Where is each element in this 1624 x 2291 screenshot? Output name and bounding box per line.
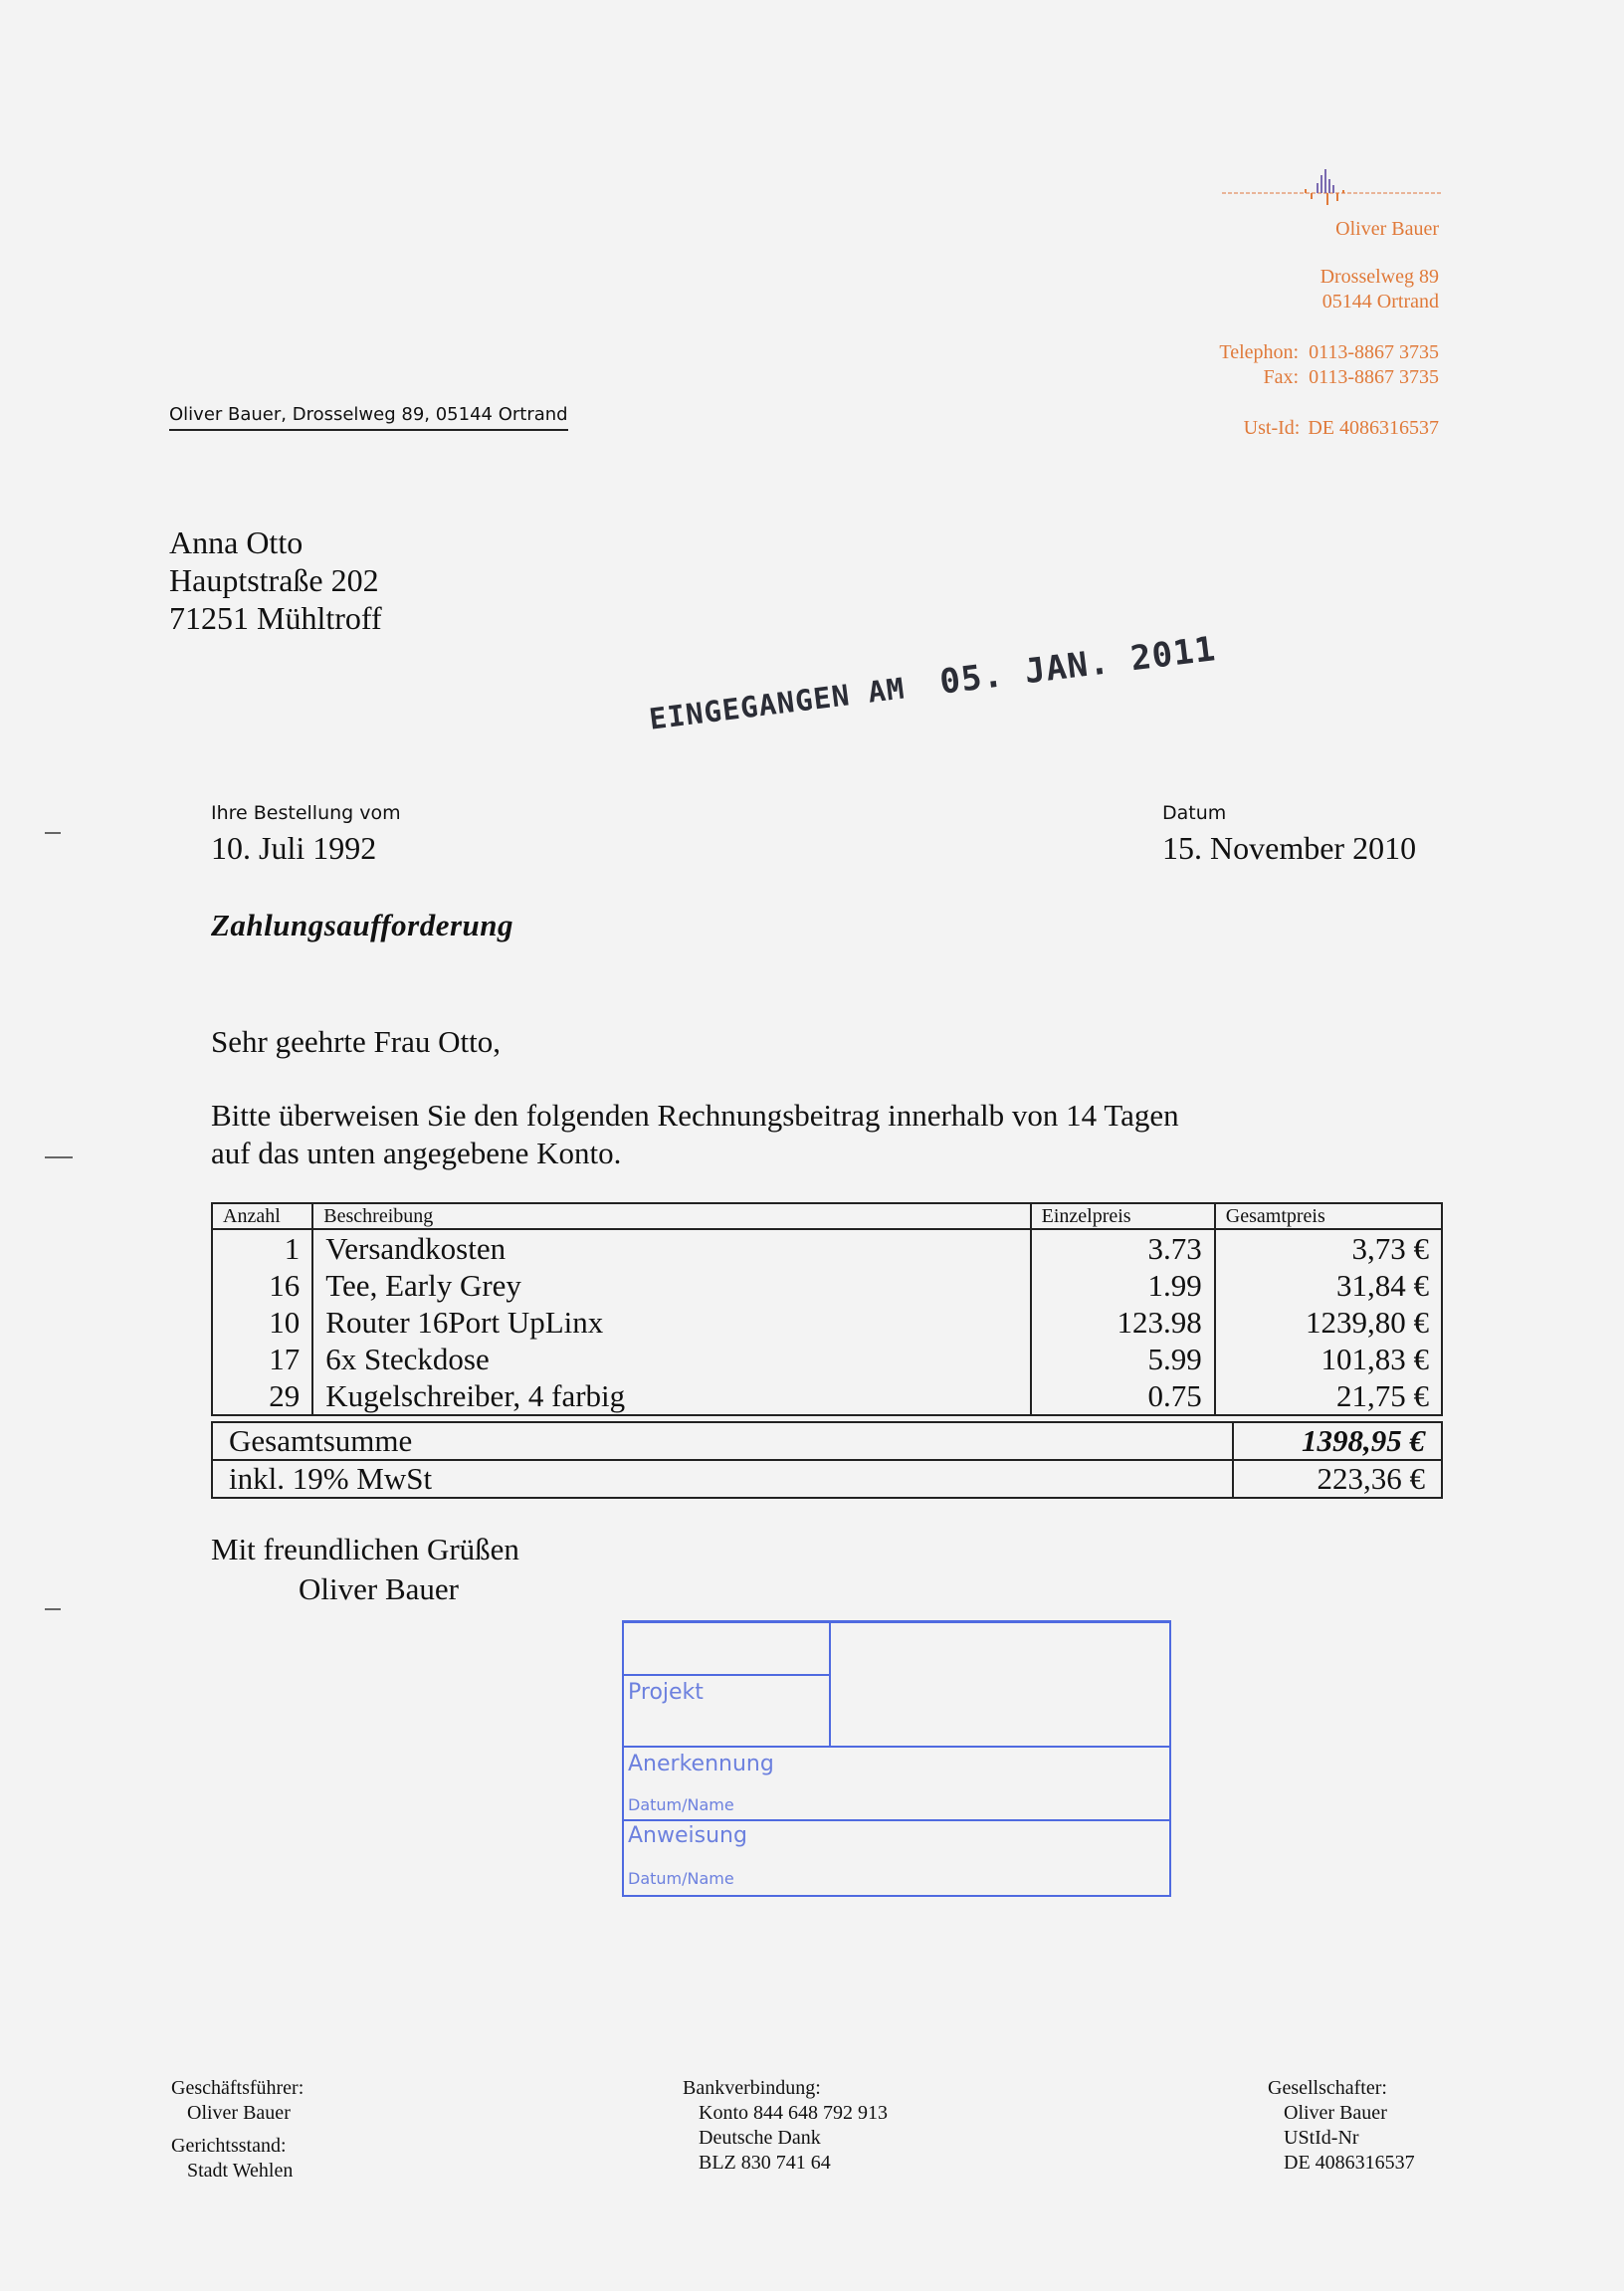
row-unit-price: 3.73 (1031, 1229, 1215, 1267)
row-unit-price: 123.98 (1031, 1304, 1215, 1341)
phone-number: 0113-8867 3735 (1309, 341, 1439, 363)
stamp-divider-lower (622, 1819, 1171, 1821)
order-date-label: Ihre Bestellung vom (211, 802, 401, 824)
received-stamp-label: EINGEGANGEN AM (647, 671, 908, 736)
stamp-divider-middle (622, 1746, 1171, 1748)
sender-name: Oliver Bauer (1335, 218, 1439, 240)
row-unit-price: 0.75 (1031, 1377, 1215, 1415)
recipient-name: Anna Otto (169, 524, 304, 560)
grand-total-row (212, 1422, 1442, 1460)
stamp-border-left (622, 1620, 624, 1897)
row-total-price: 101,83 € (1215, 1341, 1442, 1377)
row-total-price: 1239,80 € (1215, 1304, 1442, 1341)
salutation: Sehr geehrte Frau Otto, (211, 1024, 501, 1059)
row-description: Router 16Port UpLinx (312, 1304, 1030, 1341)
row-qty: 17 (212, 1341, 312, 1377)
row-unit-price: 5.99 (1031, 1341, 1215, 1377)
header-total-price: Gesamtpreis (1215, 1203, 1442, 1229)
table-row (212, 1341, 1442, 1377)
invoice-table (211, 1202, 1443, 1416)
vat-total-label: inkl. 19% MwSt (212, 1460, 1233, 1498)
return-address: Oliver Bauer, Drosselweg 89, 05144 Ortrand (169, 404, 568, 431)
row-description: Kugelschreiber, 4 farbig (312, 1377, 1030, 1415)
stamp-border-bottom (622, 1895, 1171, 1897)
body-line-2: auf das unten angegebene Konto. (211, 1136, 622, 1170)
company-logo (1222, 169, 1441, 209)
recipient-city: 71251 Mühltroff (169, 600, 382, 636)
footer-court: Stadt Wehlen (187, 2160, 294, 2182)
footer-ceo: Oliver Bauer (187, 2102, 291, 2124)
footer-partner: Oliver Bauer (1284, 2102, 1387, 2124)
stamp-date-name-label-1: Datum/Name (628, 1795, 734, 1814)
vat-row (1244, 416, 1439, 441)
table-row (212, 1229, 1442, 1267)
header-qty: Anzahl (212, 1203, 312, 1229)
fax-row (1219, 365, 1439, 390)
vat-total-value: 223,36 € (1233, 1460, 1442, 1498)
table-row (212, 1267, 1442, 1304)
closing-greeting: Mit freundlichen Grüßen (211, 1532, 519, 1566)
grand-total-label: Gesamtsumme (212, 1422, 1233, 1460)
footer-bank-code: BLZ 830 741 64 (699, 2152, 831, 2174)
footer-partner-label: Gesellschafter: (1268, 2077, 1387, 2099)
sender-street: Drosselweg 89 (1320, 266, 1439, 288)
closing-signature-name: Oliver Bauer (299, 1571, 459, 1606)
invoice-date-label: Datum (1162, 802, 1227, 824)
row-qty: 16 (212, 1267, 312, 1304)
vat-total-row (212, 1460, 1442, 1498)
row-unit-price: 1.99 (1031, 1267, 1215, 1304)
received-stamp-date: 05. JAN. 2011 (937, 629, 1219, 703)
footer-bank (683, 2076, 888, 2176)
footer-management (171, 2076, 304, 2184)
row-total-price: 3,73 € (1215, 1229, 1442, 1267)
row-description: Versandkosten (312, 1229, 1030, 1267)
stamp-border-top (622, 1620, 1171, 1623)
recipient-address (169, 523, 382, 637)
vat-number: DE 4086316537 (1308, 417, 1439, 439)
punch-mark (45, 1156, 73, 1158)
totals-table (211, 1421, 1443, 1499)
table-row (212, 1377, 1442, 1415)
subject: Zahlungsaufforderung (211, 908, 514, 942)
row-qty: 29 (212, 1377, 312, 1415)
footer-bank-label: Bankverbindung: (683, 2077, 821, 2099)
footer-court-label: Gerichtsstand: (171, 2135, 287, 2157)
sender-address (1320, 265, 1439, 314)
stamp-divider-vertical (829, 1620, 831, 1748)
fax-label: Fax: (1263, 366, 1300, 388)
stamp-instruction-label: Anweisung (628, 1823, 747, 1848)
stamp-border-right (1169, 1620, 1171, 1897)
row-description: 6x Steckdose (312, 1341, 1030, 1377)
stamp-date-name-label-2: Datum/Name (628, 1869, 734, 1888)
fold-mark (45, 832, 61, 834)
sender-contact (1219, 340, 1439, 390)
footer-bank-account: Konto 844 648 792 913 (699, 2102, 888, 2124)
body-text (211, 1097, 1179, 1172)
approval-stamp (622, 1620, 1171, 1897)
sender-city: 05144 Ortrand (1321, 291, 1439, 312)
footer-partner (1268, 2076, 1415, 2176)
footer-tax-label: UStId-Nr (1284, 2127, 1359, 2149)
grand-total-value: 1398,95 € (1233, 1422, 1442, 1460)
row-qty: 10 (212, 1304, 312, 1341)
phone-label: Telephon: (1219, 341, 1300, 363)
row-qty: 1 (212, 1229, 312, 1267)
footer-ceo-label: Geschäftsführer: (171, 2077, 304, 2099)
received-stamp (647, 629, 1218, 738)
stamp-project-label: Projekt (628, 1680, 704, 1705)
stamp-divider-project (622, 1674, 829, 1676)
invoice-date: 15. November 2010 (1162, 830, 1417, 866)
row-description: Tee, Early Grey (312, 1267, 1030, 1304)
table-header-row (212, 1203, 1442, 1229)
row-total-price: 21,75 € (1215, 1377, 1442, 1415)
footer-bank-name: Deutsche Dank (699, 2127, 821, 2149)
stamp-approval-label: Anerkennung (628, 1752, 774, 1776)
footer-tax: DE 4086316537 (1284, 2152, 1415, 2174)
order-date: 10. Juli 1992 (211, 830, 377, 866)
recipient-street: Hauptstraße 202 (169, 562, 379, 598)
table-row (212, 1304, 1442, 1341)
header-unit-price: Einzelpreis (1031, 1203, 1215, 1229)
vat-label: Ust-Id: (1243, 417, 1301, 439)
header-description: Beschreibung (312, 1203, 1030, 1229)
body-line-1: Bitte überweisen Sie den folgenden Rechnungsbeitrag innerhalb von 14 Tagen (211, 1098, 1179, 1133)
phone-row (1219, 340, 1439, 365)
row-total-price: 31,84 € (1215, 1267, 1442, 1304)
fold-mark (45, 1608, 61, 1610)
fax-number: 0113-8867 3735 (1309, 366, 1439, 388)
